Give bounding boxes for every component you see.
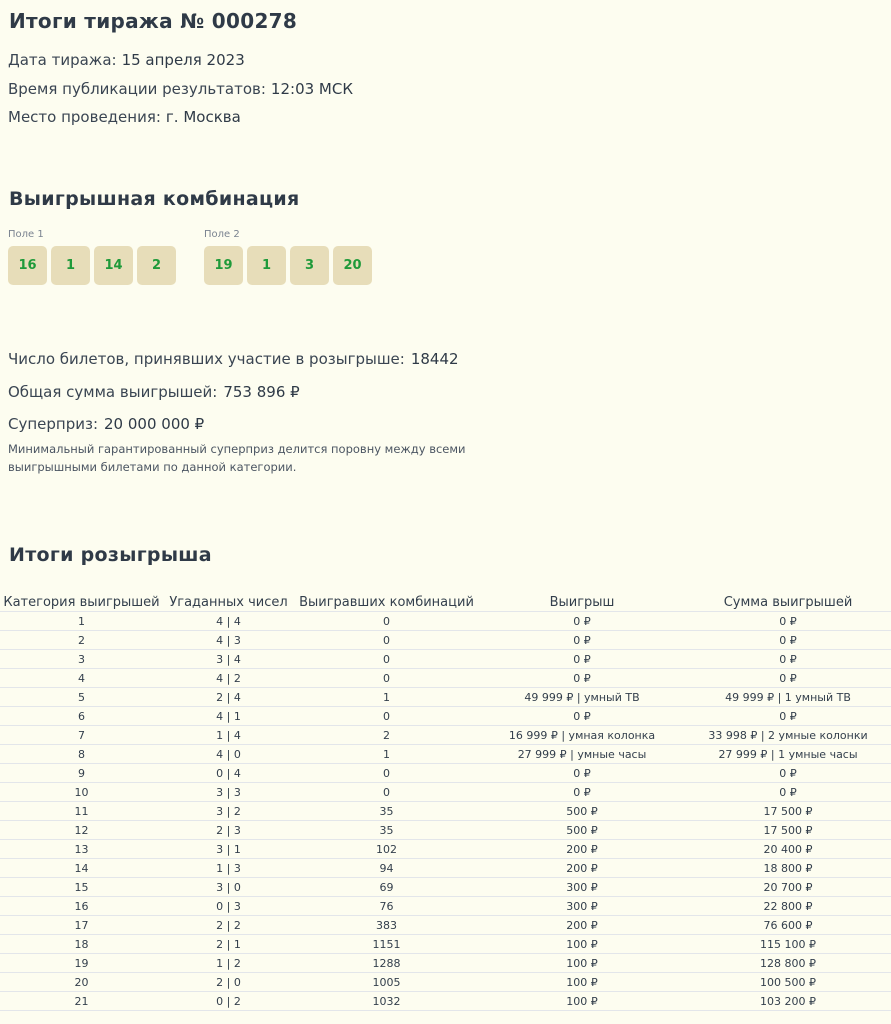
table-row — [0, 802, 891, 821]
cell-matched: 4 | 3 — [163, 631, 294, 650]
cell-prize: 100 ₽ — [479, 992, 685, 1011]
results-table-body — [0, 612, 891, 1011]
draw-date-label: Дата тиража: — [8, 51, 117, 69]
cell-total: 0 ₽ — [685, 612, 891, 631]
cell-prize: 0 ₽ — [479, 783, 685, 802]
table-row — [0, 688, 891, 707]
cell-prize: 500 ₽ — [479, 821, 685, 840]
field1-label: Поле 1 — [8, 229, 44, 240]
table-row — [0, 935, 891, 954]
superprize-value: 20 000 000 ₽ — [104, 415, 205, 433]
cell-total: 20 700 ₽ — [685, 878, 891, 897]
field2-label: Поле 2 — [204, 229, 240, 240]
cell-matched: 1 | 2 — [163, 954, 294, 973]
table-row — [0, 840, 891, 859]
tickets-label: Число билетов, принявших участие в розыгрыше: — [8, 350, 405, 368]
column-header-matched: Угаданных чисел — [163, 593, 294, 612]
cell-category: 13 — [0, 840, 163, 859]
cell-matched: 1 | 3 — [163, 859, 294, 878]
column-header-prize: Выигрыш — [479, 593, 685, 612]
cell-matched: 2 | 1 — [163, 935, 294, 954]
table-row — [0, 954, 891, 973]
cell-category: 10 — [0, 783, 163, 802]
field1-ball: 2 — [137, 246, 176, 285]
field1-ball: 1 — [51, 246, 90, 285]
cell-total: 0 ₽ — [685, 764, 891, 783]
cell-prize: 100 ₽ — [479, 954, 685, 973]
cell-total: 0 ₽ — [685, 631, 891, 650]
table-row — [0, 650, 891, 669]
cell-matched: 4 | 1 — [163, 707, 294, 726]
cell-prize: 300 ₽ — [479, 878, 685, 897]
table-row — [0, 783, 891, 802]
cell-matched: 3 | 0 — [163, 878, 294, 897]
table-row — [0, 973, 891, 992]
cell-combinations: 2 — [294, 726, 479, 745]
cell-prize: 0 ₽ — [479, 631, 685, 650]
cell-combinations: 0 — [294, 631, 479, 650]
cell-total: 22 800 ₽ — [685, 897, 891, 916]
results-title: Итоги розыгрыша — [9, 544, 212, 566]
field2-ball: 19 — [204, 246, 243, 285]
cell-combinations: 0 — [294, 669, 479, 688]
cell-total: 49 999 ₽ | 1 умный ТВ — [685, 688, 891, 707]
cell-matched: 4 | 2 — [163, 669, 294, 688]
cell-matched: 3 | 3 — [163, 783, 294, 802]
tickets-line — [8, 350, 459, 368]
cell-combinations: 69 — [294, 878, 479, 897]
field1-numbers — [8, 246, 176, 285]
table-row — [0, 821, 891, 840]
cell-combinations: 1032 — [294, 992, 479, 1011]
cell-prize: 16 999 ₽ | умная колонка — [479, 726, 685, 745]
cell-matched: 2 | 4 — [163, 688, 294, 707]
cell-matched: 2 | 2 — [163, 916, 294, 935]
cell-category: 3 — [0, 650, 163, 669]
place-value: г. Москва — [165, 108, 241, 126]
table-row — [0, 707, 891, 726]
cell-prize: 200 ₽ — [479, 840, 685, 859]
cell-total: 18 800 ₽ — [685, 859, 891, 878]
cell-total: 27 999 ₽ | 1 умные часы — [685, 745, 891, 764]
table-row — [0, 745, 891, 764]
cell-matched: 0 | 2 — [163, 992, 294, 1011]
cell-combinations: 0 — [294, 707, 479, 726]
cell-total: 20 400 ₽ — [685, 840, 891, 859]
cell-total: 103 200 ₽ — [685, 992, 891, 1011]
cell-total: 17 500 ₽ — [685, 802, 891, 821]
cell-prize: 0 ₽ — [479, 764, 685, 783]
field1-ball: 16 — [8, 246, 47, 285]
results-table — [0, 593, 891, 1011]
cell-combinations: 76 — [294, 897, 479, 916]
field2-ball: 3 — [290, 246, 329, 285]
cell-category: 5 — [0, 688, 163, 707]
cell-prize: 27 999 ₽ | умные часы — [479, 745, 685, 764]
cell-total: 33 998 ₽ | 2 умные колонки — [685, 726, 891, 745]
draw-date-line — [8, 51, 245, 69]
field2-ball: 1 — [247, 246, 286, 285]
publish-time-line — [8, 80, 353, 98]
cell-prize: 200 ₽ — [479, 859, 685, 878]
cell-category: 16 — [0, 897, 163, 916]
column-header-total: Сумма выигрышей — [685, 593, 891, 612]
publish-time-label: Время публикации результатов: — [8, 80, 266, 98]
total-value: 753 896 ₽ — [223, 383, 300, 401]
cell-category: 15 — [0, 878, 163, 897]
cell-matched: 4 | 4 — [163, 612, 294, 631]
cell-matched: 3 | 1 — [163, 840, 294, 859]
cell-category: 18 — [0, 935, 163, 954]
tickets-value: 18442 — [410, 350, 459, 368]
table-row — [0, 631, 891, 650]
cell-combinations: 1151 — [294, 935, 479, 954]
cell-total: 0 ₽ — [685, 669, 891, 688]
cell-combinations: 1005 — [294, 973, 479, 992]
place-label: Место проведения: — [8, 108, 161, 126]
table-row — [0, 992, 891, 1011]
cell-prize: 49 999 ₽ | умный ТВ — [479, 688, 685, 707]
table-row — [0, 612, 891, 631]
cell-category: 21 — [0, 992, 163, 1011]
cell-category: 1 — [0, 612, 163, 631]
superprize-line — [8, 415, 204, 433]
superprize-note: Минимальный гарантированный суперприз делится поровну между всеми выигрышными билетами по данной категории. — [8, 442, 466, 474]
cell-prize: 200 ₽ — [479, 916, 685, 935]
cell-category: 14 — [0, 859, 163, 878]
cell-matched: 4 | 0 — [163, 745, 294, 764]
combination-title: Выигрышная комбинация — [9, 188, 300, 210]
cell-combinations: 1 — [294, 688, 479, 707]
cell-matched: 1 | 4 — [163, 726, 294, 745]
cell-prize: 100 ₽ — [479, 973, 685, 992]
cell-category: 11 — [0, 802, 163, 821]
cell-combinations: 0 — [294, 783, 479, 802]
cell-total: 0 ₽ — [685, 707, 891, 726]
table-row — [0, 897, 891, 916]
cell-prize: 300 ₽ — [479, 897, 685, 916]
cell-category: 8 — [0, 745, 163, 764]
cell-category: 6 — [0, 707, 163, 726]
table-row — [0, 726, 891, 745]
total-label: Общая сумма выигрышей: — [8, 383, 218, 401]
cell-combinations: 35 — [294, 821, 479, 840]
table-row — [0, 916, 891, 935]
cell-prize: 500 ₽ — [479, 802, 685, 821]
cell-combinations: 35 — [294, 802, 479, 821]
cell-category: 19 — [0, 954, 163, 973]
cell-combinations: 0 — [294, 764, 479, 783]
cell-category: 20 — [0, 973, 163, 992]
total-line — [8, 383, 300, 401]
cell-matched: 2 | 3 — [163, 821, 294, 840]
cell-prize: 0 ₽ — [479, 669, 685, 688]
cell-matched: 3 | 2 — [163, 802, 294, 821]
cell-category: 9 — [0, 764, 163, 783]
column-header-category: Категория выигрышей — [0, 593, 163, 612]
cell-total: 115 100 ₽ — [685, 935, 891, 954]
cell-combinations: 1288 — [294, 954, 479, 973]
cell-category: 2 — [0, 631, 163, 650]
table-row — [0, 878, 891, 897]
cell-combinations: 102 — [294, 840, 479, 859]
cell-total: 17 500 ₽ — [685, 821, 891, 840]
table-row — [0, 764, 891, 783]
field1-ball: 14 — [94, 246, 133, 285]
cell-total: 0 ₽ — [685, 783, 891, 802]
cell-matched: 2 | 0 — [163, 973, 294, 992]
cell-category: 4 — [0, 669, 163, 688]
cell-prize: 0 ₽ — [479, 612, 685, 631]
cell-total: 128 800 ₽ — [685, 954, 891, 973]
cell-matched: 0 | 3 — [163, 897, 294, 916]
cell-prize: 100 ₽ — [479, 935, 685, 954]
cell-combinations: 0 — [294, 650, 479, 669]
superprize-label: Суперприз: — [8, 415, 99, 433]
cell-combinations: 0 — [294, 612, 479, 631]
column-header-combinations: Выигравших комбинаций — [294, 593, 479, 612]
draw-date-value: 15 апреля 2023 — [121, 51, 245, 69]
cell-category: 17 — [0, 916, 163, 935]
table-row — [0, 669, 891, 688]
cell-matched: 0 | 4 — [163, 764, 294, 783]
cell-total: 0 ₽ — [685, 650, 891, 669]
page-title: Итоги тиража № 000278 — [9, 9, 298, 33]
field2-numbers — [204, 246, 372, 285]
cell-total: 100 500 ₽ — [685, 973, 891, 992]
table-row — [0, 859, 891, 878]
cell-category: 12 — [0, 821, 163, 840]
cell-combinations: 383 — [294, 916, 479, 935]
cell-combinations: 1 — [294, 745, 479, 764]
cell-prize: 0 ₽ — [479, 650, 685, 669]
table-header-row — [0, 593, 891, 612]
cell-category: 7 — [0, 726, 163, 745]
cell-prize: 0 ₽ — [479, 707, 685, 726]
cell-matched: 3 | 4 — [163, 650, 294, 669]
place-line — [8, 108, 241, 126]
cell-combinations: 94 — [294, 859, 479, 878]
cell-total: 76 600 ₽ — [685, 916, 891, 935]
field2-ball: 20 — [333, 246, 372, 285]
publish-time-value: 12:03 МСК — [270, 80, 353, 98]
